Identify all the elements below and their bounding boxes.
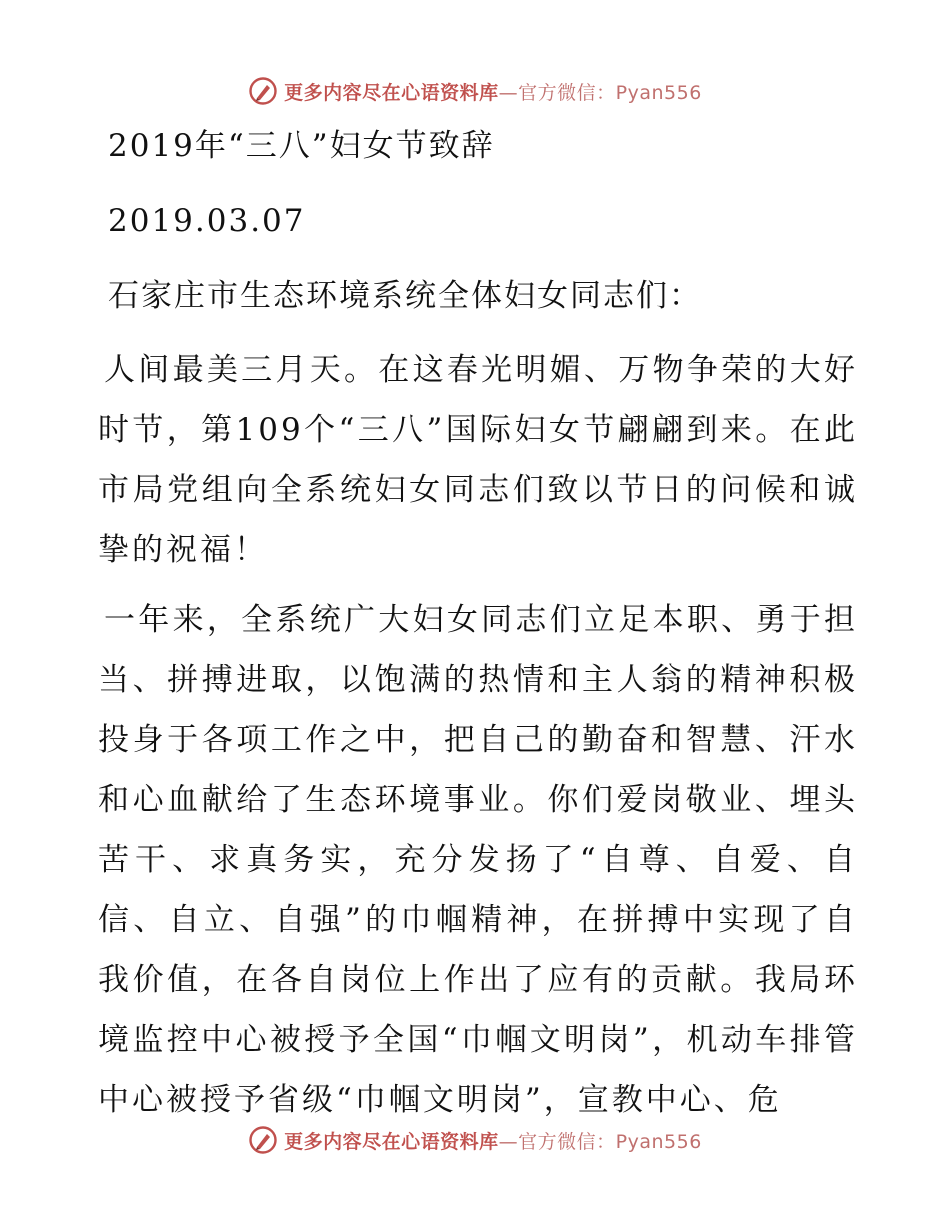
pen-circle-logo-icon [248, 76, 278, 106]
watermark-text: 更多内容尽在心语资料库—官方微信：Pyan556 [284, 81, 702, 104]
watermark-header [0, 71, 950, 111]
watermark-footer [0, 1120, 950, 1160]
salutation: 石家庄市生态环境系统全体妇女同志们： [108, 278, 702, 314]
document-title: 2019年“三八”妇女节致辞 [108, 128, 495, 164]
document-date: 2019.03.07 [108, 203, 306, 239]
pen-circle-logo-icon [248, 1125, 278, 1155]
paragraph-1: 人间最美三月天。在这春光明媚、万物争荣的大好时节，第109个“三八”国际妇女节翩翩到来。在此市局党组向全系统妇女同志们致以节日的问候和诚挚的祝福！ [98, 352, 858, 568]
paragraph-2: 一年来，全系统广大妇女同志们立足本职、勇于担当、拼搏进取，以饱满的热情和主人翁的精神积极投身于各项工作之中，把自己的勤奋和智慧、汗水和心血献给了生态环境事业。你们爱岗敬业、埋头苦干、求真务实，充分发扬了“自尊、自爱、自信、自立、自强”的巾帼精神，在拼搏中实现了自我价值，在各自岗位上作出了应有的贡献。我局环境监控中心被授予全国“巾帼文明岗”，机动车排管中心被授予省级“巾帼文明岗”，宣教中心、危 [98, 602, 858, 1118]
watermark-text: 更多内容尽在心语资料库—官方微信：Pyan556 [284, 1130, 702, 1153]
